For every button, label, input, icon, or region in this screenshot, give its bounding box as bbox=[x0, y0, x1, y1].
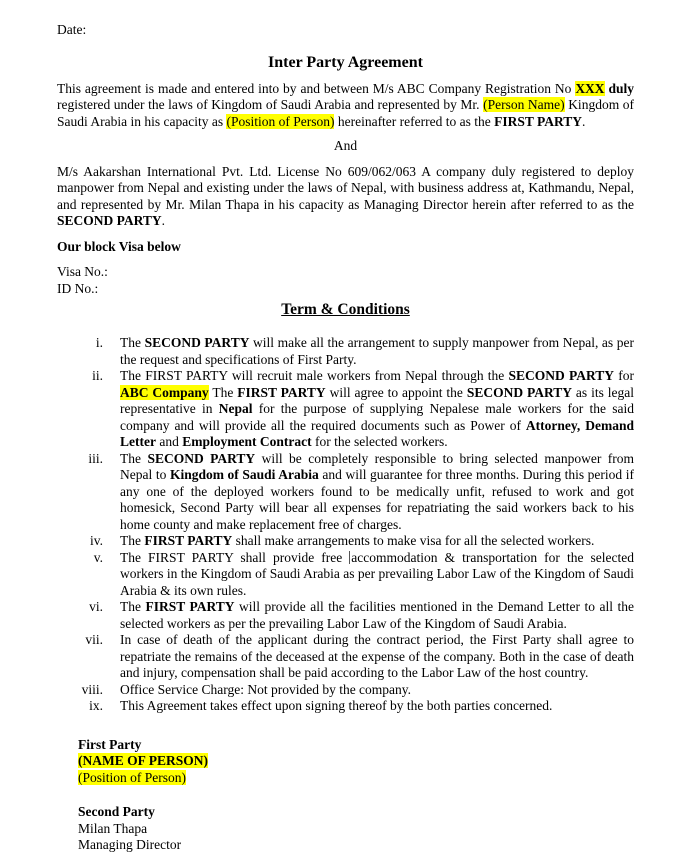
text-run: SECOND PARTY bbox=[147, 450, 256, 466]
term-item bbox=[57, 632, 634, 682]
term-text bbox=[120, 682, 634, 699]
text-run: FIRST PARTY bbox=[494, 113, 583, 129]
first-party-name-text: (NAME OF PERSON) bbox=[78, 753, 208, 768]
text-run: will make all the arrangement to supply manpower from Nepal, as per the request and specifications of First Party. bbox=[120, 335, 634, 367]
second-party-paragraph bbox=[57, 164, 634, 230]
term-numeral: ix. bbox=[89, 698, 103, 713]
second-party-position: Managing Director bbox=[78, 837, 182, 852]
text-run: and will guarantee for three months. During this period if any one of the deployed workers found to be medically unfit, refused to work and got homesick, Second Party will bear all expenses for repatriating the said workers back to his home county and make replacement free of charges. bbox=[120, 467, 634, 532]
text-run: The bbox=[208, 384, 238, 400]
text-run: ABC Company bbox=[120, 384, 209, 400]
document-title: Inter Party Agreement bbox=[268, 53, 423, 71]
text-run: accommodation & transportation for the selected workers in the Kingdom of Saudi Arabia as per prevailing Labor Law of the Kingdom of Saudi Arabia & its own rules. bbox=[120, 549, 634, 598]
text-run: . bbox=[582, 113, 586, 129]
text-run: (Person Name) bbox=[483, 97, 565, 112]
text-run: Office Service Charge: Not provided by the company. bbox=[120, 681, 412, 697]
text-run: Kingdom of Saudi Arabia bbox=[169, 467, 319, 482]
term-text bbox=[120, 632, 634, 682]
text-run: as its legal representative in bbox=[120, 384, 634, 416]
terms-heading: Term & Conditions bbox=[281, 301, 410, 318]
second-party-signature-block bbox=[78, 804, 634, 854]
term-numeral: vi. bbox=[89, 599, 103, 614]
text-run: duly bbox=[604, 80, 634, 96]
term-item bbox=[57, 599, 634, 632]
term-item bbox=[57, 451, 634, 534]
text-run: This Agreement takes effect upon signing thereof by the both parties concerned. bbox=[120, 698, 553, 713]
text-run: hereinafter referred to as the bbox=[334, 113, 495, 129]
term-item bbox=[57, 335, 634, 368]
intro-paragraph bbox=[57, 81, 634, 131]
term-text bbox=[120, 335, 634, 368]
text-run: for the selected workers. bbox=[311, 434, 448, 449]
term-numeral: iii. bbox=[88, 450, 103, 466]
text-run: SECOND PARTY bbox=[466, 384, 573, 400]
text-run: This agreement is made and entered into by and between M/s ABC Company Registration No bbox=[57, 80, 576, 96]
text-run: SECOND PARTY bbox=[57, 213, 162, 228]
first-party-heading: First Party bbox=[78, 736, 142, 752]
text-run: Nepal bbox=[218, 401, 253, 416]
text-run: (Position of Person) bbox=[226, 113, 335, 129]
term-item bbox=[57, 550, 634, 600]
term-text bbox=[120, 698, 634, 715]
text-run: FIRST PARTY bbox=[144, 533, 233, 548]
text-run: The FIRST PARTY shall provide free bbox=[120, 549, 350, 565]
text-run: The FIRST PARTY will recruit male workers from Nepal through the bbox=[120, 368, 509, 383]
text-run: for the purpose of supplying Nepalese male workers for the said company and will provide all the required documents such as Power of bbox=[120, 401, 634, 433]
text-run: will provide all the facilities mentioned in the Demand Letter to all the selected workers as per the prevailing Labor Law of the Kingdom of Saudi Arabia. bbox=[120, 599, 634, 631]
term-text bbox=[120, 451, 634, 534]
term-numeral: i. bbox=[95, 335, 103, 350]
term-text bbox=[120, 599, 634, 632]
first-party-name bbox=[78, 753, 634, 770]
term-numeral: viii. bbox=[81, 681, 103, 697]
term-item bbox=[57, 368, 634, 451]
text-run: Attorney, Demand Letter bbox=[120, 417, 634, 449]
term-item bbox=[57, 682, 634, 699]
second-party-heading: Second Party bbox=[78, 804, 155, 819]
text-run: The bbox=[120, 450, 148, 466]
term-item bbox=[57, 698, 634, 715]
text-run: will agree to appoint the bbox=[325, 384, 467, 400]
text-run: In case of death of the applicant during the contract period, the First Party shall agree to repatriate the remains of the deceased at the expense of the company. Both in the case of death and injury, compensation shall be paid according to the Labor Law of the host country. bbox=[120, 632, 634, 680]
term-numeral: vii. bbox=[85, 632, 103, 647]
text-run: Employment Contract bbox=[182, 434, 312, 449]
and-separator: And bbox=[333, 138, 358, 153]
terms-list bbox=[57, 335, 634, 715]
first-party-signature-block bbox=[78, 737, 634, 787]
term-numeral: iv. bbox=[90, 533, 103, 548]
text-run: will be completely responsible to bring selected manpower from Nepal to bbox=[120, 450, 634, 482]
text-run: for bbox=[614, 368, 634, 383]
term-item bbox=[57, 533, 634, 550]
term-text bbox=[120, 550, 634, 600]
text-run: XXX bbox=[575, 80, 605, 96]
text-run: The bbox=[120, 599, 146, 614]
term-numeral: ii. bbox=[92, 368, 103, 383]
first-party-position-text: (Position of Person) bbox=[78, 769, 186, 785]
text-run: The bbox=[120, 335, 145, 350]
text-run: and bbox=[155, 434, 183, 449]
visa-no-label: Visa No.: bbox=[57, 264, 108, 279]
first-party-position bbox=[78, 770, 634, 787]
term-numeral: v. bbox=[93, 549, 103, 565]
term-text bbox=[120, 533, 634, 550]
text-run: The bbox=[120, 533, 145, 548]
date-label: Date: bbox=[57, 22, 87, 37]
text-run: M/s Aakarshan International Pvt. Ltd. License No 609/062/063 A company duly registered to deploy manpower from Nepal and existing under the laws of Nepal, with business address at, Kathmandu, Nepal, and represented by Mr. Milan Thapa in his capacity as Managing Director herein after referred to as the bbox=[57, 163, 634, 212]
text-run: Kingdom of Saudi Arabia in his capacity as bbox=[57, 97, 634, 129]
text-run: shall make arrangements to make visa for all the selected workers. bbox=[232, 533, 595, 548]
text-run: SECOND PARTY bbox=[508, 368, 615, 383]
id-no-label: ID No.: bbox=[57, 280, 99, 296]
block-visa-heading: Our block Visa below bbox=[57, 238, 181, 254]
term-text bbox=[120, 368, 634, 451]
text-run: SECOND PARTY bbox=[144, 335, 250, 350]
second-party-name: Milan Thapa bbox=[78, 820, 148, 836]
text-run: FIRST PARTY bbox=[237, 384, 326, 400]
text-run: FIRST PARTY bbox=[145, 599, 235, 614]
text-run: . bbox=[161, 213, 166, 228]
text-run: registered under the laws of Kingdom of Saudi Arabia and represented by Mr. bbox=[57, 97, 484, 112]
